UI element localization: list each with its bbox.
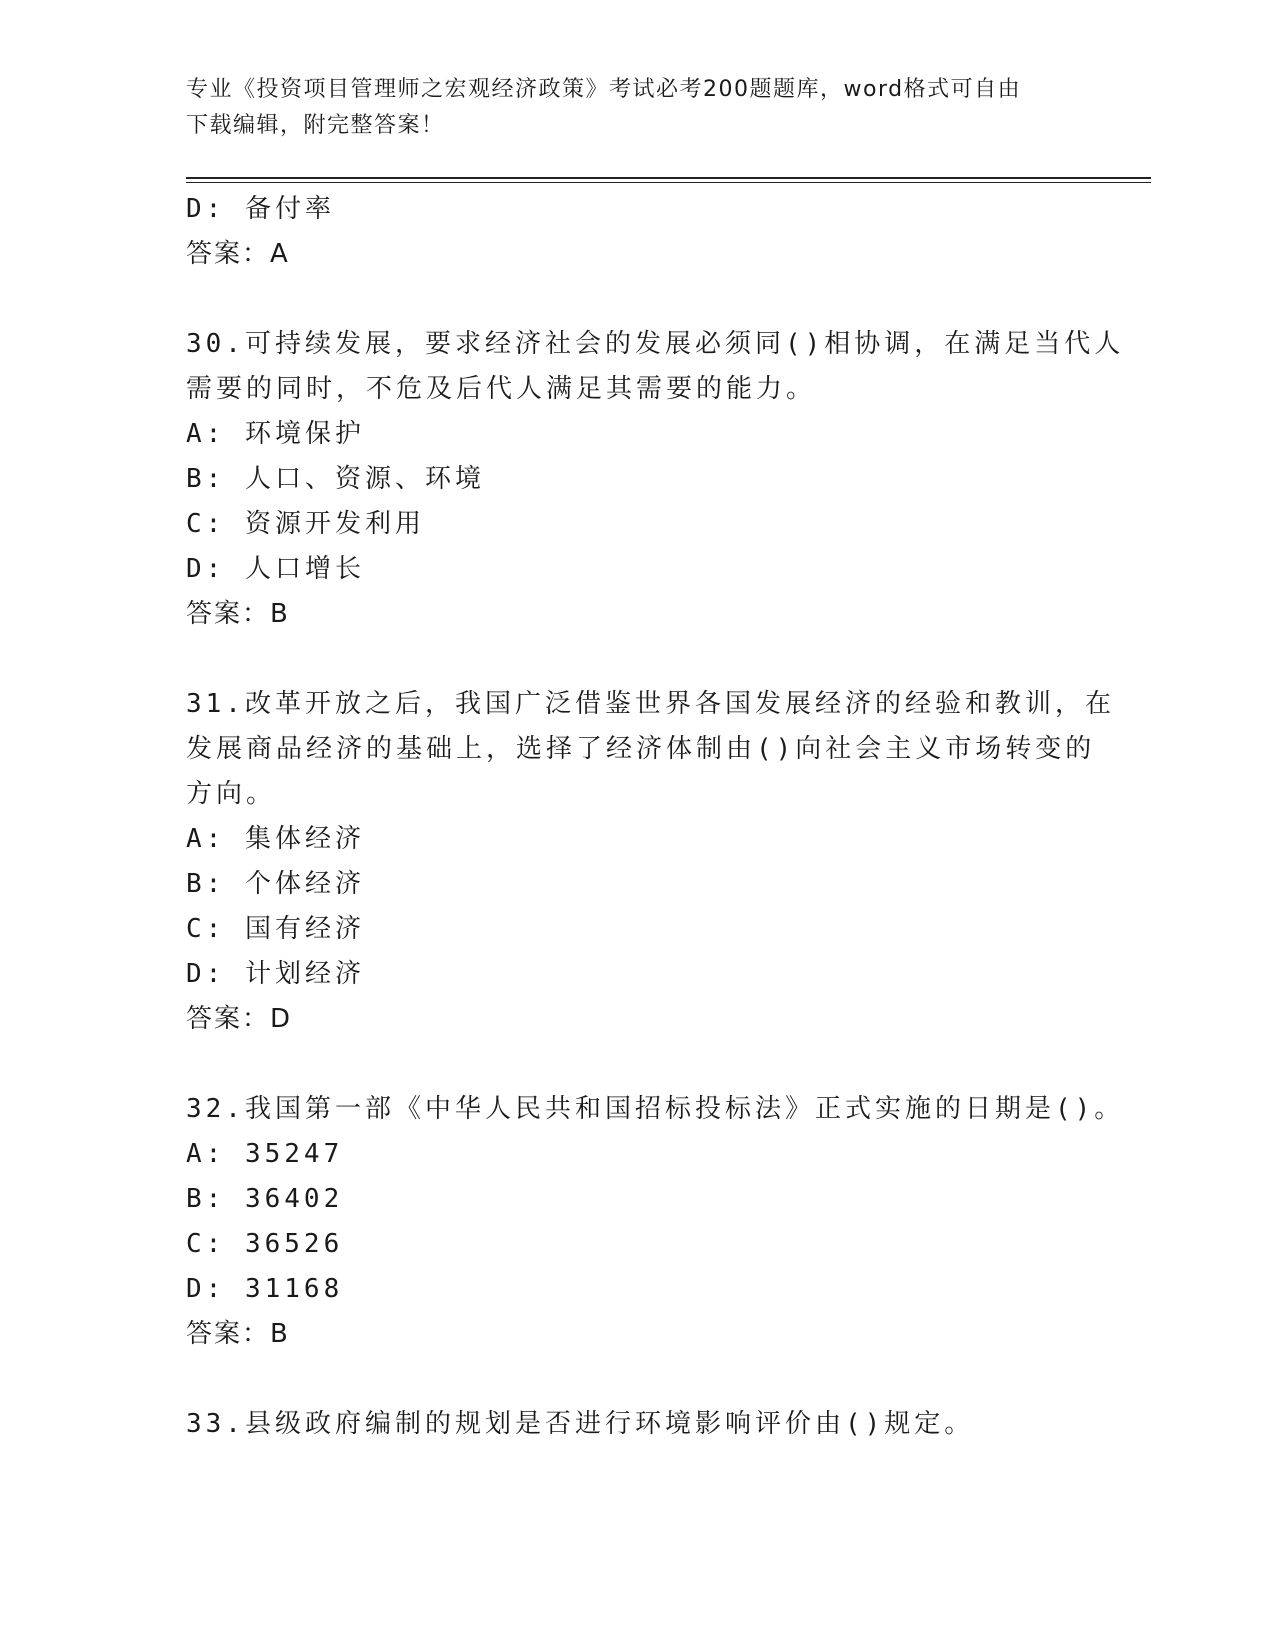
question-text-line: 32.我国第一部《中华人民共和国招标投标法》正式实施的日期是()。 — [186, 1094, 1125, 1124]
answer: 答案：A — [186, 239, 290, 269]
question-30 — [186, 322, 1125, 637]
option-a: A: 35247 — [186, 1139, 344, 1169]
question-33 — [186, 1402, 1086, 1447]
option-a: A: 集体经济 — [186, 824, 365, 854]
question-32 — [186, 1087, 1125, 1357]
question-content — [186, 187, 1125, 1447]
header-line-1: 专业《投资项目管理师之宏观经济政策》考试必考200题题库，word格式可自由 — [186, 77, 1022, 102]
header-line-2: 下载编辑，附完整答案！ — [186, 113, 445, 138]
spacer — [186, 637, 1086, 682]
question-31 — [186, 682, 1115, 1042]
question-text-line: 31.改革开放之后，我国广泛借鉴世界各国发展经济的经验和教训，在 — [186, 689, 1115, 719]
option-b: B: 个体经济 — [186, 869, 365, 899]
spacer — [186, 277, 1086, 322]
header-rule-thick — [186, 177, 1151, 179]
answer: 答案：B — [186, 1319, 290, 1349]
option-c: C: 国有经济 — [186, 914, 365, 944]
option-a: A: 环境保护 — [186, 419, 365, 449]
question-text-line: 33.县级政府编制的规划是否进行环境影响评价由()规定。 — [186, 1409, 975, 1439]
answer: 答案：B — [186, 599, 290, 629]
option-d: D: 计划经济 — [186, 959, 365, 989]
option-d: D: 人口增长 — [186, 554, 365, 584]
option-d: D: 31168 — [186, 1274, 344, 1304]
answer: 答案：D — [186, 1004, 293, 1034]
question-text-line: 30.可持续发展，要求经济社会的发展必须同()相协调，在满足当代人 — [186, 329, 1125, 359]
document-header — [186, 72, 1086, 144]
question-text-line: 需要的同时，不危及后代人满足其需要的能力。 — [186, 374, 817, 404]
spacer — [186, 1042, 1086, 1087]
option-b: B: 36402 — [186, 1184, 344, 1214]
header-rule-thin — [186, 182, 1151, 183]
option-c: C: 资源开发利用 — [186, 509, 425, 539]
question-text-line: 方向。 — [186, 779, 277, 809]
question-text-line: 发展商品经济的基础上，选择了经济体制由()向社会主义市场转变的 — [186, 734, 1096, 764]
question-29 — [186, 187, 1086, 277]
option-d: D: 备付率 — [186, 194, 335, 224]
option-c: C: 36526 — [186, 1229, 344, 1259]
option-b: B: 人口、资源、环境 — [186, 464, 485, 494]
spacer — [186, 1357, 1086, 1402]
